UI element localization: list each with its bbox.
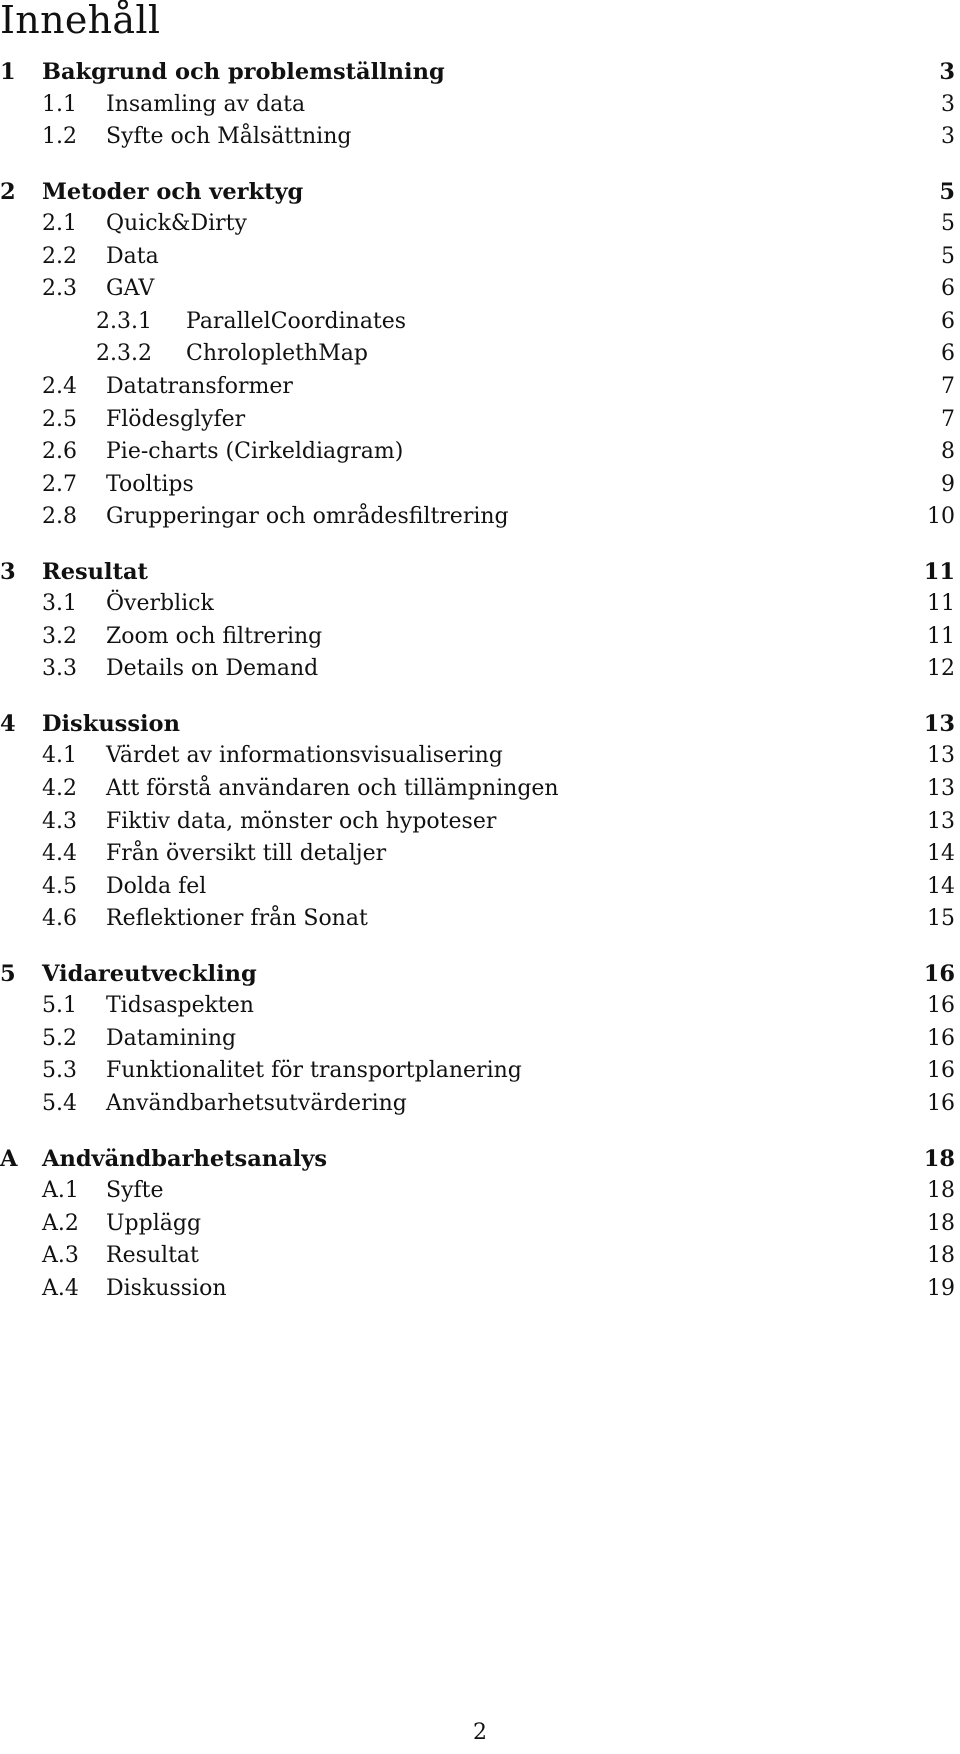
toc-entry-number: 2.8 xyxy=(42,504,77,530)
toc-section-entry[interactable] xyxy=(0,273,960,305)
toc-entry-number: A.3 xyxy=(42,1243,79,1269)
toc-entry-number: A xyxy=(0,1145,18,1172)
toc-entry-number: 5 xyxy=(0,960,16,987)
toc-entry-number: A.2 xyxy=(42,1210,79,1236)
toc-entry-number: 2.1 xyxy=(42,211,77,237)
toc-section-entry[interactable] xyxy=(0,871,960,903)
toc-section-entry[interactable] xyxy=(0,208,960,240)
toc-entry-number: 4.3 xyxy=(42,808,77,834)
toc-entry-page: 13 xyxy=(895,708,955,740)
toc-section-entry[interactable] xyxy=(0,501,960,533)
toc-entry-number: 4.5 xyxy=(42,873,77,899)
toc-entry-title[interactable]: Insamling av data xyxy=(106,89,311,121)
toc-section-entry[interactable] xyxy=(0,436,960,468)
toc-entry-page: 13 xyxy=(895,773,955,805)
toc-entry-title[interactable]: Flödesglyfer xyxy=(106,404,251,436)
toc-entry-number: 4.6 xyxy=(42,906,77,932)
toc-entry-title[interactable]: Syfte xyxy=(106,1175,170,1207)
toc-entry-page: 5 xyxy=(895,208,955,240)
toc-entry-number: 3.3 xyxy=(42,656,77,682)
toc-entry-title[interactable]: ChroloplethMap xyxy=(186,338,374,370)
toc-section-entry[interactable] xyxy=(0,121,960,153)
toc-entry-number: 4.4 xyxy=(42,841,77,867)
toc-section-entry[interactable] xyxy=(0,903,960,935)
toc-chapter-entry[interactable] xyxy=(0,176,960,208)
toc-entry-title[interactable]: Zoom och filtrering xyxy=(106,621,328,653)
toc-entry-title[interactable]: Metoder och verktyg xyxy=(42,176,309,208)
toc-chapter-entry[interactable] xyxy=(0,56,960,88)
toc-entry-page: 16 xyxy=(895,1023,955,1055)
toc-entry-title[interactable]: Datamining xyxy=(106,1023,242,1055)
toc-entry-title[interactable]: Bakgrund och problemställning xyxy=(42,56,451,88)
toc-entry-title[interactable]: GAV xyxy=(106,273,160,305)
toc-section-entry[interactable] xyxy=(0,1023,960,1055)
toc-section-entry[interactable] xyxy=(0,1273,960,1305)
toc-entry-title[interactable]: Fiktiv data, mönster och hypoteser xyxy=(106,806,502,838)
toc-entry-page: 6 xyxy=(895,273,955,305)
toc-entry-page: 18 xyxy=(895,1175,955,1207)
toc-subsection-entry[interactable] xyxy=(0,306,960,338)
toc-chapter-entry[interactable] xyxy=(0,708,960,740)
toc-entry-page: 10 xyxy=(895,501,955,533)
toc-entry-page: 12 xyxy=(895,653,955,685)
toc-entry-title[interactable]: Grupperingar och områdesfiltrering xyxy=(106,501,515,533)
toc-entry-page: 6 xyxy=(895,338,955,370)
toc-entry-number: 4 xyxy=(0,710,16,737)
toc-entry-page: 7 xyxy=(895,404,955,436)
toc-entry-page: 16 xyxy=(895,1088,955,1120)
toc-entry-page: 16 xyxy=(895,958,955,990)
toc-entry-number: 2.3 xyxy=(42,276,77,302)
page-title: Innehåll xyxy=(0,0,161,42)
toc-section-entry[interactable] xyxy=(0,621,960,653)
toc-entry-number: 5.1 xyxy=(42,993,77,1019)
toc-entry-title[interactable]: Funktionalitet för transportplanering xyxy=(106,1055,528,1087)
toc-section-entry[interactable] xyxy=(0,990,960,1022)
toc-chapter-entry[interactable] xyxy=(0,1143,960,1175)
toc-entry-number: A.4 xyxy=(42,1275,79,1301)
toc-section-entry[interactable] xyxy=(0,806,960,838)
toc-entry-number: 3.2 xyxy=(42,623,77,649)
toc-entry-title[interactable]: Vidareutveckling xyxy=(42,958,263,990)
toc-entry-page: 8 xyxy=(895,436,955,468)
toc-section-entry[interactable] xyxy=(0,89,960,121)
toc-entry-page: 13 xyxy=(895,740,955,772)
toc-entry-title[interactable]: Diskussion xyxy=(106,1273,233,1305)
toc-entry-page: 14 xyxy=(895,838,955,870)
toc-entry-page: 9 xyxy=(895,469,955,501)
toc-entry-page: 19 xyxy=(895,1273,955,1305)
toc-entry-number: 2.2 xyxy=(42,243,77,269)
toc-section-entry[interactable] xyxy=(0,241,960,273)
toc-entry-number: 2.4 xyxy=(42,373,77,399)
toc-entry-title[interactable]: Överblick xyxy=(106,588,220,620)
toc-entry-number: 1 xyxy=(0,59,16,85)
toc-entry-title[interactable]: Resultat xyxy=(42,556,154,588)
toc-entry-title[interactable]: Att förstå användaren och tillämpningen xyxy=(106,773,565,805)
toc-entry-number: 5.4 xyxy=(42,1090,77,1116)
toc-entry-title[interactable]: Tidsaspekten xyxy=(106,990,260,1022)
toc-entry-page: 11 xyxy=(895,556,955,588)
toc-entry-title[interactable]: Datatransformer xyxy=(106,371,299,403)
toc-entry-number: 2 xyxy=(0,178,16,205)
toc-entry-number: 2.5 xyxy=(42,406,77,432)
toc-entry-title[interactable]: Andvändbarhetsanalys xyxy=(42,1143,333,1175)
toc-entry-page: 6 xyxy=(895,306,955,338)
toc-entry-number: 1.1 xyxy=(42,91,77,117)
toc-entry-page: 16 xyxy=(895,1055,955,1087)
toc-section-entry[interactable] xyxy=(0,469,960,501)
toc-entry-number: 3.1 xyxy=(42,591,77,617)
toc-entry-title[interactable]: Värdet av informationsvisualisering xyxy=(106,740,509,772)
toc-entry-page: 3 xyxy=(895,121,955,153)
toc-entry-number: 2.7 xyxy=(42,471,77,497)
toc-section-entry[interactable] xyxy=(0,838,960,870)
toc-entry-page: 16 xyxy=(895,990,955,1022)
toc-entry-title[interactable]: Details on Demand xyxy=(106,653,324,685)
toc-chapter-entry[interactable] xyxy=(0,556,960,588)
toc-entry-number: 2.3.1 xyxy=(96,308,152,334)
toc-entry-number: 1.2 xyxy=(42,124,77,150)
toc-section-entry[interactable] xyxy=(0,1055,960,1087)
toc-section-entry[interactable] xyxy=(0,740,960,772)
toc-entry-title[interactable]: Från översikt till detaljer xyxy=(106,838,392,870)
toc-entry-title[interactable]: Resultat xyxy=(106,1240,205,1272)
toc-entry-page: 3 xyxy=(895,89,955,121)
toc-entry-number: 3 xyxy=(0,558,16,585)
toc-entry-number: 2.6 xyxy=(42,439,77,465)
page-number: 2 xyxy=(473,1720,487,1745)
toc-entry-page: 14 xyxy=(895,871,955,903)
toc-entry-title[interactable]: Pie-charts (Cirkeldiagram) xyxy=(106,436,409,468)
toc-section-entry[interactable] xyxy=(0,1088,960,1120)
toc-section-entry[interactable] xyxy=(0,588,960,620)
toc-entry-title[interactable]: Upplägg xyxy=(106,1208,207,1240)
toc-entry-title[interactable]: Dolda fel xyxy=(106,871,212,903)
toc-entry-page: 5 xyxy=(895,176,955,208)
toc-entry-page: 18 xyxy=(895,1143,955,1175)
toc-entry-page: 11 xyxy=(895,588,955,620)
toc-entry-title[interactable]: ParallelCoordinates xyxy=(186,306,412,338)
toc-entry-number: 4.1 xyxy=(42,743,77,769)
toc-entry-title[interactable]: Quick&Dirty xyxy=(106,208,253,240)
toc-entry-title[interactable]: Syfte och Målsättning xyxy=(106,121,357,153)
toc-entry-number: 5.3 xyxy=(42,1058,77,1084)
toc-section-entry[interactable] xyxy=(0,371,960,403)
toc-entry-page: 18 xyxy=(895,1208,955,1240)
toc-subsection-entry[interactable] xyxy=(0,338,960,370)
toc-entry-number: A.1 xyxy=(42,1178,79,1204)
toc-entry-page: 11 xyxy=(895,621,955,653)
toc-entry-title[interactable]: Diskussion xyxy=(42,708,186,740)
toc-entry-title[interactable]: Användbarhetsutvärdering xyxy=(106,1088,413,1120)
toc-entry-page: 3 xyxy=(895,56,955,88)
toc-entry-page: 13 xyxy=(895,806,955,838)
toc-section-entry[interactable] xyxy=(0,773,960,805)
toc-entry-title[interactable]: Reflektioner från Sonat xyxy=(106,903,374,935)
toc-entry-page: 18 xyxy=(895,1240,955,1272)
toc-entry-page: 7 xyxy=(895,371,955,403)
toc-entry-number: 2.3.2 xyxy=(96,341,152,367)
toc-section-entry[interactable] xyxy=(0,1208,960,1240)
toc-entry-page: 5 xyxy=(895,241,955,273)
toc-entry-page: 15 xyxy=(895,903,955,935)
toc-section-entry[interactable] xyxy=(0,1240,960,1272)
toc-entry-number: 4.2 xyxy=(42,776,77,801)
toc-entry-title[interactable]: Data xyxy=(106,241,165,273)
toc-section-entry[interactable] xyxy=(0,1175,960,1207)
toc-entry-number: 5.2 xyxy=(42,1025,77,1051)
toc-chapter-entry[interactable] xyxy=(0,958,960,990)
toc-section-entry[interactable] xyxy=(0,404,960,436)
toc-section-entry[interactable] xyxy=(0,653,960,685)
toc-entry-title[interactable]: Tooltips xyxy=(106,469,200,501)
